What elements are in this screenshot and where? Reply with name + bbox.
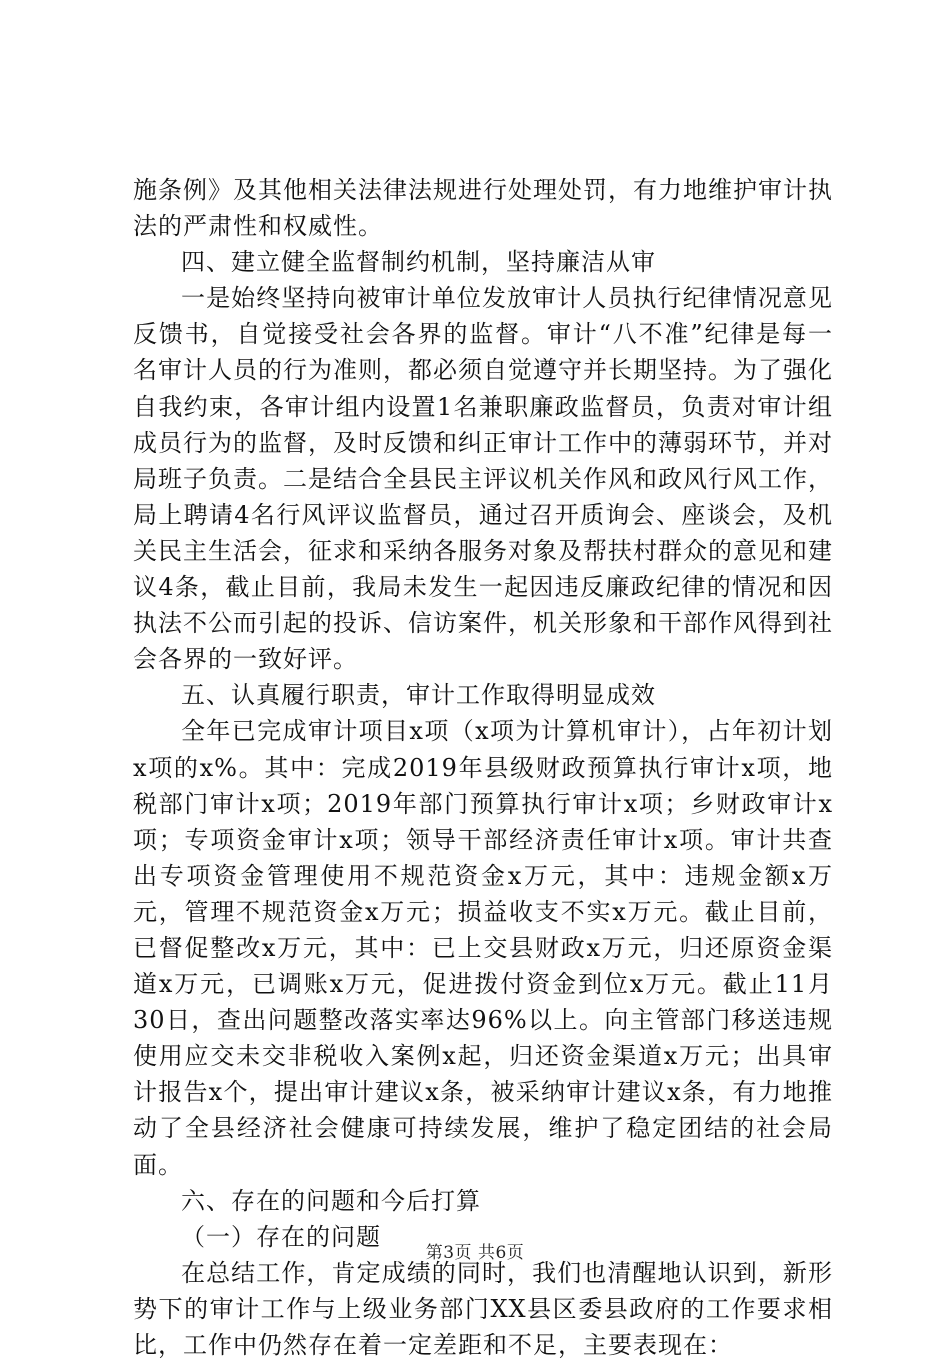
section-heading-4: 四、建立健全监督制约机制，坚持廉洁从审	[181, 248, 656, 277]
section-heading-5: 五、认真履行职责，审计工作取得明显成效	[181, 681, 656, 710]
page-number-footer: 第3页 共6页	[425, 1243, 525, 1263]
document-body	[133, 172, 833, 1363]
paragraph-continuation: 施条例》及其他相关法律法规进行处理处罚，有力地维护审计执法的严肃性和权威性。	[133, 176, 833, 241]
subsection-heading-1: （一）存在的问题	[181, 1222, 381, 1251]
paragraph-supervision: 一是始终坚持向被审计单位发放审计人员执行纪律情况意见反馈书，自觉接受社会各界的监督。审计“八不准”纪律是每一名审计人员的行为准则，都必须自觉遵守并长期坚持。为了强化自我约束，各审计组内设置1名兼职廉政监督员，负责对审计组成员行为的监督，及时反馈和纠正审计工作中的薄弱环节，并对局班子负责。二是结合全县民主评议机关作风和政风行风工作，局上聘请4名行风评议监督员，通过召开质询会、座谈会，及机关民主生活会，征求和采纳各服务对象及帮扶村群众的意见和建议4条，截止目前，我局未发生一起因违反廉政纪律的情况和因执法不公而引起的投诉、信访案件，机关形象和干部作风得到社会各界的一致好评。	[133, 284, 833, 674]
paragraph-results: 全年已完成审计项目x项（x项为计算机审计），占年初计划x项的x%。其中：完成2019年县级财政预算执行审计x项，地税部门审计x项；2019年部门预算执行审计x项；乡财政审计x项；专项资金审计x项；领导干部经济责任审计x项。审计共查出专项资金管理使用不规范资金x万元，其中：违规金额x万元，管理不规范资金x万元；损益收支不实x万元。截止目前，已督促整改x万元，其中：已上交县财政x万元，归还原资金渠道x万元，已调账x万元，促进拨付资金到位x万元。截止11月30日，查出问题整改落实率达96%以上。向主管部门移送违规使用应交未交非税收入案例x起，归还资金渠道x万元；出具审计报告x个，提出审计建议x条，被采纳审计建议x条，有力地推动了全县经济社会健康可持续发展，维护了稳定团结的社会局面。	[133, 717, 833, 1179]
section-heading-6: 六、存在的问题和今后打算	[181, 1186, 481, 1215]
paragraph-problems: 在总结工作，肯定成绩的同时，我们也清醒地认识到，新形势下的审计工作与上级业务部门XX县区委县政府的工作要求相比，工作中仍然存在着一定差距和不足，主要表现在：	[133, 1258, 833, 1359]
